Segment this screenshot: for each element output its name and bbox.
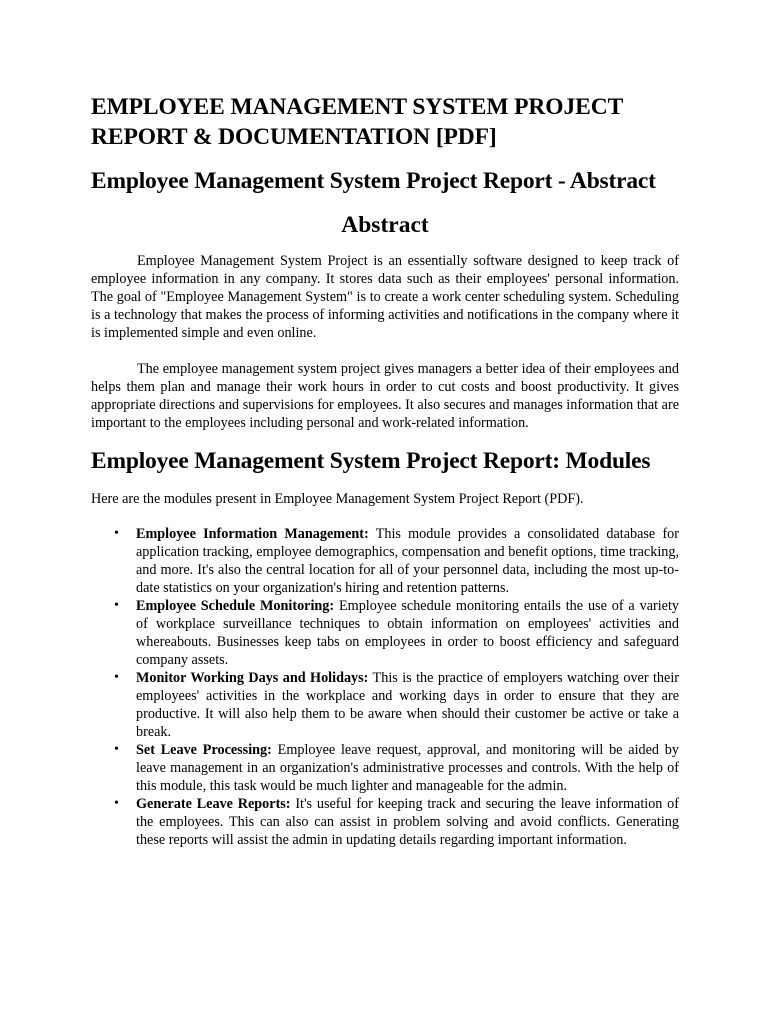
module-description: This is the practice of employers watching over their employees' activities in the workplace and working days in order to ensure that they are productive. It will also help them to be aware when should their customer be active or take a break. [136, 670, 679, 740]
abstract-heading: Abstract [341, 212, 429, 238]
module-item [91, 795, 679, 849]
module-item [91, 597, 679, 669]
module-description: Employee leave request, approval, and monitoring will be aided by leave management in an organization's administrative processes and controls. With the help of this module, this task would be much lighter and manageable for the admin. [136, 742, 679, 794]
abstract-paragraph: The employee management system project gives managers a better idea of their employees and helps them plan and manage their work hours in order to cut costs and boost productivity. It gives appropriate directions and supervisions for employees. It also secures and manages information that are important to the employees including personal and work-related information. [91, 361, 679, 431]
module-name: Generate Leave Reports: [136, 796, 291, 812]
abstract-paragraph: Employee Management System Project is an essentially software designed to keep track of employee information in any company. It stores data such as their employees' personal information. The goal of "Employee Management System" is to create a work center scheduling system. Scheduling is a technology that makes the process of informing activities and notifications in the company where it is implemented simple and even online. [91, 253, 679, 341]
module-name: Set Leave Processing: [136, 742, 272, 758]
abstract-section-title: Employee Management System Project Report - Abstract [91, 168, 656, 194]
module-description: This module provides a consolidated database for application tracking, employee demographics, compensation and benefit options, time tracking, and more. It's also the central location for all of your personnel data, including the most up-to-date statistics on your organization's hiring and retention patterns. [136, 526, 679, 596]
module-name: Employee Information Management: [136, 526, 369, 542]
document-page [91, 92, 679, 849]
module-item [91, 525, 679, 597]
module-item [91, 669, 679, 741]
bullet-icon: • [114, 598, 119, 613]
module-name: Monitor Working Days and Holidays: [136, 670, 369, 686]
bullet-icon: • [114, 526, 119, 541]
document-title: EMPLOYEE MANAGEMENT SYSTEM PROJECT REPORT & DOCUMENTATION [PDF] [91, 94, 623, 150]
bullet-icon: • [114, 670, 119, 685]
bullet-icon: • [114, 796, 119, 811]
module-description: Employee schedule monitoring entails the use of a variety of workplace surveillance techniques to obtain information on employees' activities and whereabouts. Businesses keep tabs on employees in order to boost efficiency and safeguard company assets. [136, 598, 679, 668]
modules-list [91, 525, 679, 849]
bullet-icon: • [114, 742, 119, 757]
modules-heading: Employee Management System Project Report: Modules [91, 448, 651, 474]
module-item [91, 741, 679, 795]
modules-intro: Here are the modules present in Employee Management System Project Report (PDF). [91, 491, 584, 507]
module-name: Employee Schedule Monitoring: [136, 598, 335, 614]
module-description: It's useful for keeping track and securing the leave information of the employees. This can also can assist in problem solving and avoid conflicts. Generating these reports will assist the admin in updating details regarding important information. [136, 796, 679, 848]
